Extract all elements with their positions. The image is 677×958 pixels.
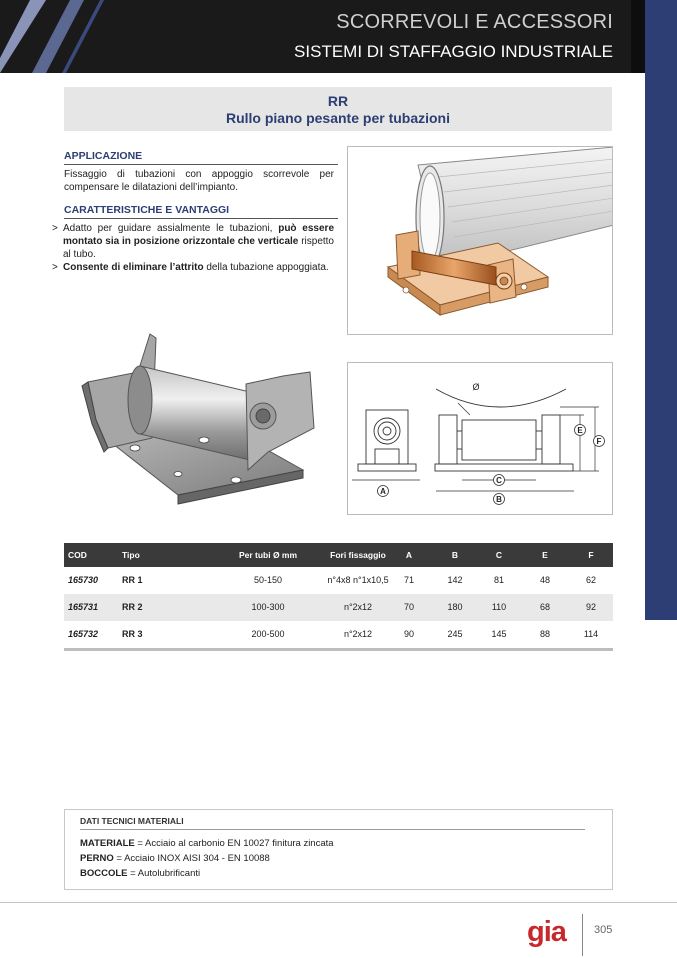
col-fori: Fori fissaggio xyxy=(330,550,386,560)
col-b: B xyxy=(451,550,459,560)
product-name: Rullo piano pesante per tubazioni xyxy=(225,110,450,126)
header-blue-block xyxy=(645,0,677,73)
dimensions-table xyxy=(64,543,613,651)
tech-line-boccole: BOCCOLE = Autolubrificanti xyxy=(80,868,201,879)
caratteristiche-heading: CARATTERISTICHE E VANTAGGI xyxy=(64,204,338,219)
tech-data-box xyxy=(64,809,613,890)
page-header xyxy=(0,0,677,73)
diameter-symbol: Ø xyxy=(472,382,480,392)
col-f: F xyxy=(588,550,594,560)
list-item: > Consente di eliminare l’attrito della tubazione appoggiata. xyxy=(52,262,329,273)
side-tab xyxy=(645,73,677,620)
dim-label-f: F xyxy=(596,437,602,446)
col-cod: COD xyxy=(68,550,87,560)
table-bottom-rule xyxy=(64,648,613,651)
header-dark-block xyxy=(631,0,645,73)
header-stripes-decoration xyxy=(0,0,120,73)
product-code: RR xyxy=(327,93,349,109)
table-row: 165732 RR 3 200-500 n°2x12 90 245 145 88 114 xyxy=(68,629,599,639)
col-c: C xyxy=(495,550,503,560)
dim-label-e: E xyxy=(577,426,583,435)
gia-logo: gia xyxy=(527,916,566,948)
installation-illustration xyxy=(347,146,613,335)
applicazione-heading: APPLICAZIONE xyxy=(64,150,338,165)
table-row: 165731 RR 2 100-300 n°2x12 70 180 110 68 92 xyxy=(64,594,613,621)
section-title: SCORREVOLI E ACCESSORI xyxy=(336,11,613,33)
tech-data-heading: DATI TECNICI MATERIALI xyxy=(80,816,585,830)
product-photo xyxy=(78,320,334,510)
dim-label-c: C xyxy=(496,476,502,485)
dim-label-a: A xyxy=(380,487,386,496)
applicazione-text: Fissaggio di tubazioni con appoggio scorrevole per compensare le dilatazioni dell’impianto. xyxy=(64,169,334,193)
tech-line-perno: PERNO = Acciaio INOX AISI 304 - EN 10088 xyxy=(80,853,270,864)
col-a: A xyxy=(405,550,413,560)
section-subtitle: SISTEMI DI STAFFAGGIO INDUSTRIALE xyxy=(294,42,613,61)
col-tipo: Tipo xyxy=(122,550,140,560)
list-item: > Adatto per guidare assialmente le tubazioni, può essere montato sia in posizione orizzontale che verticale rispetto al tubo. xyxy=(52,223,334,260)
col-e: E xyxy=(542,550,548,560)
table-row: 165730 RR 1 50-150 n°4x8 n°1x10,5 71 142 81 48 62 xyxy=(68,575,596,585)
footer-divider xyxy=(582,914,583,956)
page-number: 305 xyxy=(594,924,613,936)
technical-drawing xyxy=(347,362,613,515)
col-per-tubi: Per tubi Ø mm xyxy=(238,550,298,560)
product-title-box xyxy=(64,87,612,131)
tech-line-materiale: MATERIALE = Acciaio al carbonio EN 10027 finitura zincata xyxy=(80,838,334,849)
dim-label-b: B xyxy=(496,495,502,504)
footer-rule xyxy=(0,902,677,903)
table-header xyxy=(64,543,613,567)
caratteristiche-list xyxy=(52,222,334,274)
